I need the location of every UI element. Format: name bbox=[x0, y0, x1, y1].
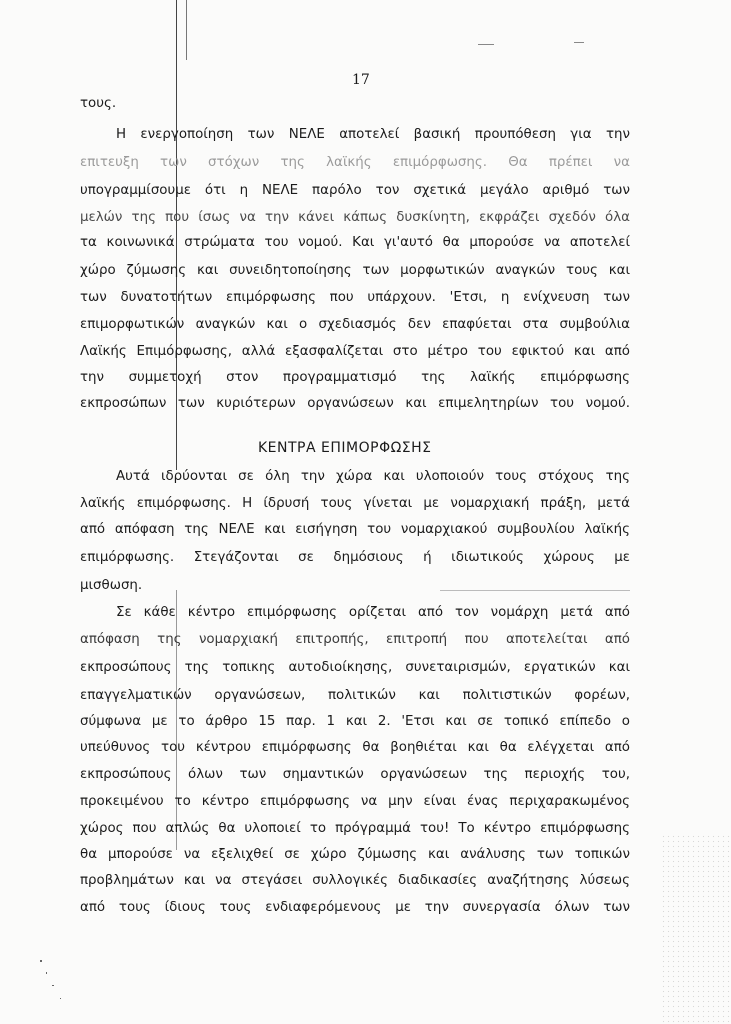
text-line: Σε κάθε κέντρο επιμόρφωσης ορίζεται από τον νομάρχη μετά από bbox=[116, 605, 630, 620]
text-line: απόφαση της νομαρχιακή επιτροπής, επιτροπή που αποτελείται από bbox=[80, 632, 630, 647]
text-line: εκπροσώπους της τοπικης αυτοδιοίκησης, συνεταιρισμών, εργατικών και bbox=[80, 660, 630, 675]
text-line: σύμφωνα με το άρθρο 15 παρ. 1 και 2. 'Ετσι και σε τοπικό επίπεδο ο bbox=[80, 714, 630, 729]
section-heading: ΚΕΝΤΡΑ ΕΠΙΜΟΡΦΩΣΗΣ bbox=[258, 440, 432, 456]
text-line: από τους ίδιους τους ενδιαφερόμενους με την συνεργασία όλων των bbox=[80, 900, 630, 915]
text-line: εκπροσώπων των κυριότερων οργανώσεων και επιμελητηρίων του νομού. bbox=[80, 396, 630, 411]
text-line: χώρος που απλώς θα υλοποιεί το πρόγραμμά του! Το κέντρο επιμόρφωσης bbox=[80, 821, 630, 836]
text-line: επαγγελματικών οργανώσεων, πολιτικών και πολιτιστικών φορέων, bbox=[80, 688, 630, 703]
text-line: χώρο ζύμωσης και συνειδητοποίησης των μορφωτικών αναγκών τους και bbox=[80, 263, 630, 278]
text-line: επιτευξη των στόχων της λαϊκής επιμόρφωσης. Θα πρέπει να bbox=[80, 155, 630, 170]
text-line: υπεύθυνος του κέντρου επιμόρφωσης θα βοηθιέται και θα ελέγχεται από bbox=[80, 740, 630, 755]
text-line: λαϊκής επιμόρφωσης. Η ίδρυσή τους γίνεται με νομαρχιακή πράξη, μετά bbox=[80, 496, 630, 511]
text-line: Η ενεργοποίηση των ΝΕΛΕ αποτελεί βασική προυπόθεση για την bbox=[116, 127, 630, 142]
text-line: Λαϊκής Επιμόρφωσης, αλλά εξασφαλίζεται στο μέτρο του εφικτού και από bbox=[80, 344, 630, 359]
text-line: επιμορφωτικών αναγκών και ο σχεδιασμός δεν επαφύεται στα συμβούλια bbox=[80, 317, 630, 332]
text-line: μελών της που ίσως να την κάνει κάπως δυσκίνητη, εκφράζει σχεδόν όλα bbox=[80, 210, 630, 225]
scan-artifact-speck bbox=[40, 960, 42, 962]
text-line: τους. bbox=[80, 96, 117, 111]
scan-artifact-vertical-line bbox=[186, 0, 187, 60]
text-line: επιμόρφωσης. Στεγάζονται σε δημόσιους ή ιδιωτικούς χώρους με bbox=[80, 550, 630, 565]
text-line: εκπροσώπους όλων των σημαντικών οργανώσεων της περιοχής του, bbox=[80, 767, 630, 782]
text-line: από απόφαση της ΝΕΛΕ και εισήγηση του νομαρχιακού συμβουλίου λαϊκής bbox=[80, 522, 630, 537]
text-line: προκειμένου το κέντρο επιμόρφωσης να μην είναι ένας περιχαρακωμένος bbox=[80, 794, 630, 809]
text-line: μισθωση. bbox=[80, 578, 143, 593]
text-line: τα κοινωνικά στρώματα του νομού. Και γι'αυτό θα μπορούσε να αποτελεί bbox=[80, 235, 630, 250]
text-line: θα μπορούσε να εξελιχθεί σε χώρο ζύμωσης και ανάλυσης των τοπικών bbox=[80, 847, 630, 862]
scan-artifact-noise bbox=[661, 834, 731, 1024]
scan-artifact-dash bbox=[574, 42, 584, 43]
scan-artifact-speck bbox=[52, 985, 54, 986]
scan-artifact-dash bbox=[478, 44, 494, 45]
page-number: 17 bbox=[352, 72, 370, 88]
text-line: Αυτά ιδρύονται σε όλη την χώρα και υλοποιούν τους στόχους της bbox=[116, 469, 630, 484]
text-line: υπογραμμίσουμε ότι η ΝΕΛΕ παρόλο τον σχετικά μεγάλο αριθμό των bbox=[80, 183, 630, 198]
scan-artifact-speck bbox=[60, 998, 61, 999]
text-line: την συμμετοχή στον προγραμματισμό της λαϊκής επιμόρφωσης bbox=[80, 370, 630, 385]
text-line: των δυνατοτήτων επιμόρφωσης που υπάρχουν. 'Ετσι, η ενίχνευση των bbox=[80, 290, 630, 305]
text-line: προβλημάτων και να στεγάσει συλλογικές διαδικασίες αναζήτησης λύσεως bbox=[80, 873, 630, 888]
scan-artifact-speck bbox=[46, 972, 47, 974]
